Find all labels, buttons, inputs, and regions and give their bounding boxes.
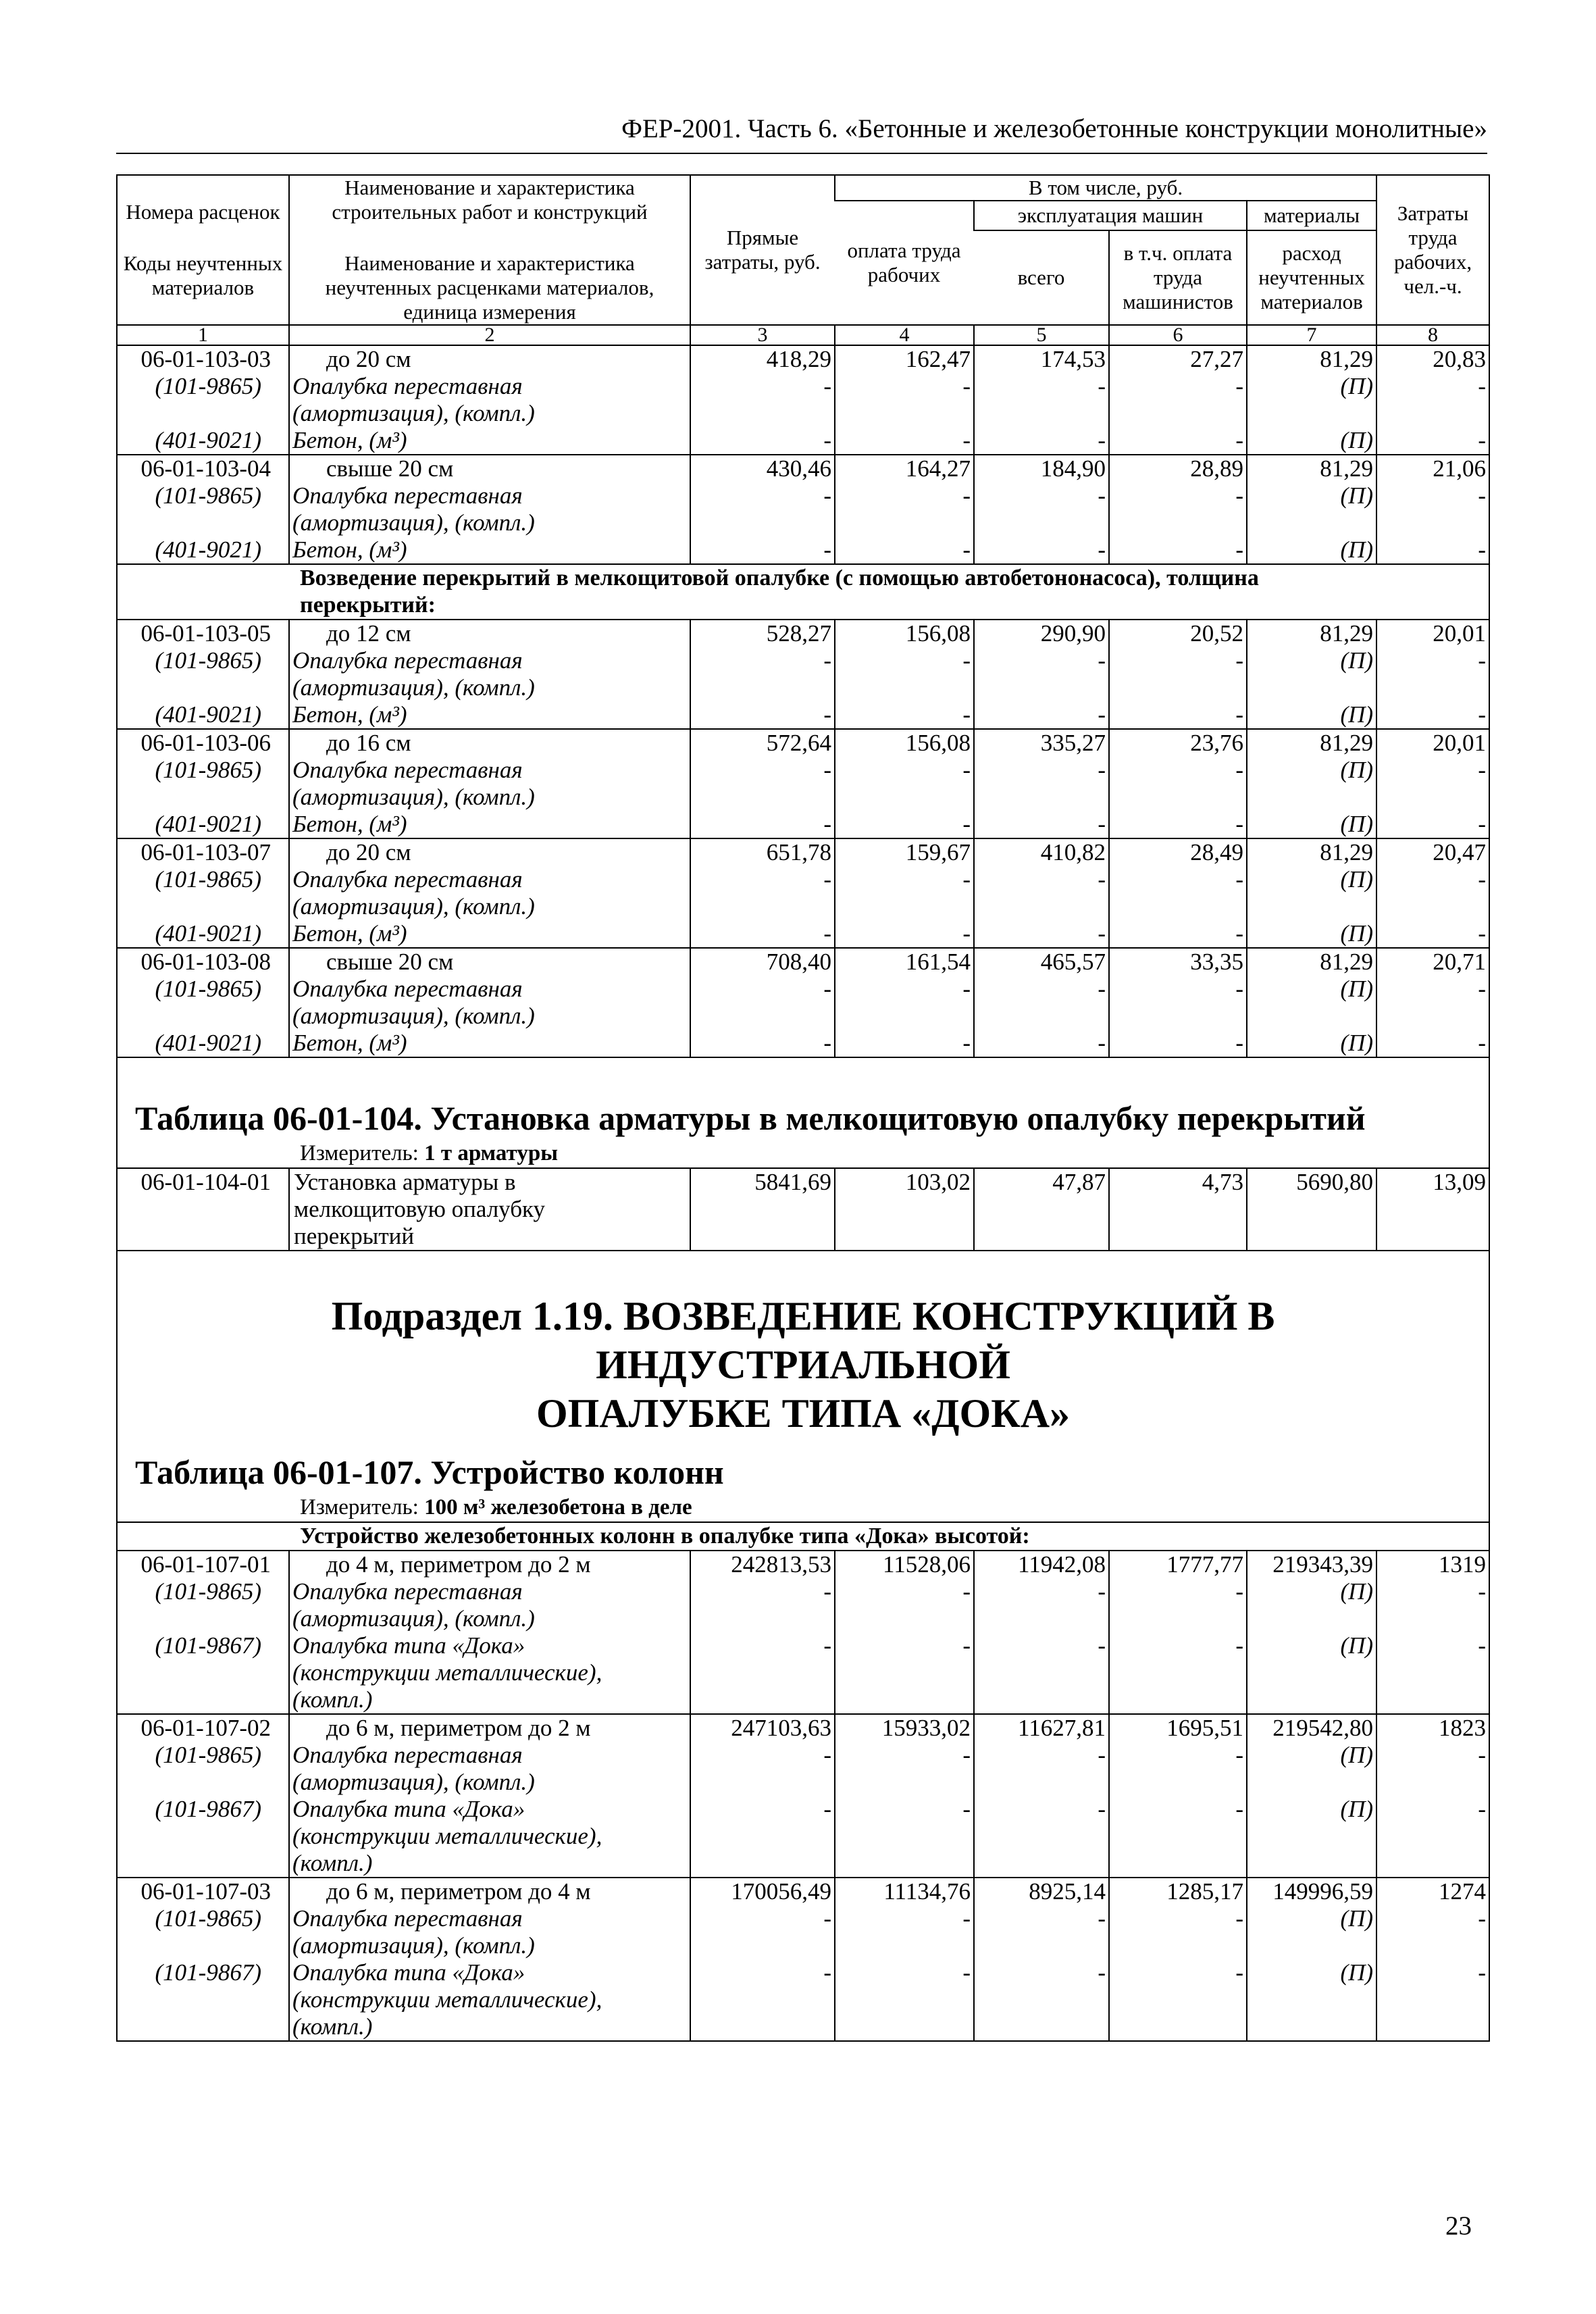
machinist-wages: - — [1109, 811, 1247, 838]
direct-cost: 430,46 — [690, 455, 835, 482]
materials: 5690,80 — [1247, 1168, 1376, 1251]
rate-code: 06-01-103-04 — [118, 455, 289, 482]
rate-code: 06-01-103-03 — [118, 345, 289, 373]
materials: (П) — [1247, 757, 1376, 811]
rate-description: до 6 м, периметром до 2 м — [289, 1714, 690, 1742]
wages: 164,27 — [835, 455, 974, 482]
direct-cost: 418,29 — [690, 345, 835, 373]
materials: 81,29 — [1247, 455, 1376, 482]
labor: 20,01 — [1376, 729, 1489, 757]
material-row — [118, 866, 1489, 920]
direct-cost: - — [690, 1905, 835, 1959]
direct-cost: 170056,49 — [690, 1878, 835, 1905]
direct-cost: - — [690, 1632, 835, 1714]
machines-total: 184,90 — [974, 455, 1109, 482]
wages: - — [835, 482, 974, 536]
material-description: Бетон, (м³) — [289, 920, 690, 948]
wages: - — [835, 536, 974, 564]
table-row — [118, 1714, 1489, 1742]
table-row — [118, 1551, 1489, 1578]
wages: - — [835, 1632, 974, 1714]
material-row — [118, 920, 1489, 948]
table-body-103a — [118, 345, 1489, 564]
materials: (П) — [1247, 701, 1376, 729]
rate-code: 06-01-107-02 — [118, 1714, 289, 1742]
table-header — [118, 176, 1489, 345]
rate-description: до 20 см — [289, 345, 690, 373]
material-row — [118, 976, 1489, 1030]
wages: 11134,76 — [835, 1878, 974, 1905]
rate-code: 06-01-103-05 — [118, 620, 289, 647]
materials: (П) — [1247, 811, 1376, 838]
wages: - — [835, 647, 974, 701]
material-code: (101-9867) — [118, 1959, 289, 2041]
table-row — [118, 948, 1489, 976]
material-description: Опалубка переставная (амортизация), (компл.) — [289, 1742, 690, 1796]
direct-cost: - — [690, 811, 835, 838]
col-num: 5 — [974, 325, 1109, 345]
wages: 162,47 — [835, 345, 974, 373]
materials: (П) — [1247, 1742, 1376, 1796]
wages: - — [835, 1796, 974, 1878]
header-material-use: расход неучтенных материалов — [1247, 230, 1376, 325]
material-code: (101-9865) — [155, 976, 261, 1002]
machines-total: 11627,81 — [974, 1714, 1109, 1742]
wages: - — [835, 866, 974, 920]
rate-code: 06-01-103-07 — [118, 838, 289, 866]
page-number: 23 — [1445, 2211, 1472, 2240]
section-103b — [118, 564, 1489, 620]
material-row — [118, 757, 1489, 811]
machinist-wages: - — [1109, 373, 1247, 427]
materials: (П) — [1247, 1632, 1376, 1714]
running-header: ФЕР-2001. Часть 6. «Бетонные и железобетонные конструкции монолитные» — [621, 114, 1487, 143]
material-row — [118, 701, 1489, 729]
materials: (П) — [1247, 482, 1376, 536]
machinist-wages: - — [1109, 1742, 1247, 1796]
material-description: Бетон, (м³) — [289, 536, 690, 564]
material-description: Опалубка типа «Дока» (конструкции металлические), (компл.) — [289, 1959, 690, 2041]
measure-unit: Измеритель: 100 м³ железобетона в деле — [300, 1495, 692, 1519]
labor: - — [1376, 1578, 1489, 1632]
machines-total: - — [974, 920, 1109, 948]
table-title: Таблица 06-01-104. Установка арматуры в мелкощитовую опалубку перекрытий — [135, 1099, 1366, 1137]
materials: (П) — [1247, 1905, 1376, 1959]
labor: - — [1376, 427, 1489, 455]
material-code: (101-9867) — [155, 1632, 261, 1659]
table-row — [118, 455, 1489, 482]
machines-total: - — [974, 1959, 1109, 2041]
section-title: Возведение перекрытий в мелкощитовой опалубке (с помощью автобетононасоса), толщина перекрытий: — [118, 564, 1489, 620]
machines-total: 47,87 — [974, 1168, 1109, 1251]
materials: 81,29 — [1247, 620, 1376, 647]
labor: - — [1376, 1905, 1489, 1959]
material-row — [118, 1632, 1489, 1714]
table-row — [118, 838, 1489, 866]
material-code: (101-9865) — [155, 1742, 261, 1768]
material-code: (101-9865) — [155, 866, 261, 892]
col-num: 1 — [118, 325, 289, 345]
machines-total: - — [974, 647, 1109, 701]
materials: (П) — [1247, 536, 1376, 564]
direct-cost: 651,78 — [690, 838, 835, 866]
material-row — [118, 373, 1489, 427]
header-machines: эксплуатация машин — [974, 201, 1247, 230]
subsection-title: Подраздел 1.19. ВОЗВЕДЕНИЕ КОНСТРУКЦИЙ В ИНДУСТРИАЛЬНОЙ ОПАЛУБКЕ ТИПА «ДОКА» — [118, 1251, 1489, 1451]
wages: - — [835, 701, 974, 729]
material-code: (401-9021) — [155, 536, 261, 563]
header-rule — [116, 153, 1487, 154]
materials: (П) — [1247, 1959, 1376, 2041]
table-body-103b — [118, 620, 1489, 1057]
material-description: Опалубка переставная (амортизация), (компл.) — [289, 482, 690, 536]
labor: - — [1376, 1796, 1489, 1878]
machines-total: 290,90 — [974, 620, 1109, 647]
labor: - — [1376, 757, 1489, 811]
col-num: 4 — [835, 325, 974, 345]
materials: (П) — [1247, 373, 1376, 427]
labor: 20,83 — [1376, 345, 1489, 373]
labor: - — [1376, 976, 1489, 1030]
material-row — [118, 427, 1489, 455]
table-row — [118, 345, 1489, 373]
material-code: (101-9865) — [155, 373, 261, 399]
material-description: Опалубка переставная (амортизация), (компл.) — [289, 1578, 690, 1632]
machines-total: - — [974, 757, 1109, 811]
wages: - — [835, 920, 974, 948]
header-labor: Затраты труда рабочих, чел.-ч. — [1376, 176, 1489, 325]
machines-total: 11942,08 — [974, 1551, 1109, 1578]
direct-cost: - — [690, 1578, 835, 1632]
material-code: (401-9021) — [155, 1030, 261, 1056]
direct-cost: 708,40 — [690, 948, 835, 976]
header-total: всего — [974, 230, 1109, 325]
machines-total: - — [974, 536, 1109, 564]
machines-total: 465,57 — [974, 948, 1109, 976]
direct-cost: - — [690, 920, 835, 948]
direct-cost: - — [690, 427, 835, 455]
machines-total: - — [974, 1742, 1109, 1796]
material-description: Бетон, (м³) — [289, 1030, 690, 1057]
material-code: (101-9867) — [155, 1796, 261, 1822]
wages: 11528,06 — [835, 1551, 974, 1578]
labor: 20,01 — [1376, 620, 1489, 647]
machines-total: 335,27 — [974, 729, 1109, 757]
material-description: Бетон, (м³) — [289, 701, 690, 729]
rate-description: до 6 м, периметром до 4 м — [289, 1878, 690, 1905]
material-row — [118, 1030, 1489, 1057]
labor: - — [1376, 1742, 1489, 1796]
material-description: Опалубка переставная (амортизация), (компл.) — [289, 373, 690, 427]
header-codes: Номера расценок Коды неучтенных материалов — [118, 176, 289, 325]
labor: - — [1376, 866, 1489, 920]
table-104 — [118, 1057, 1489, 1251]
rate-description: Установка арматуры в мелкощитовую опалубку перекрытий — [289, 1168, 690, 1251]
materials: (П) — [1247, 1578, 1376, 1632]
rate-description: до 12 см — [289, 620, 690, 647]
labor: 20,47 — [1376, 838, 1489, 866]
machines-total: - — [974, 427, 1109, 455]
material-row — [118, 1742, 1489, 1796]
labor: - — [1376, 920, 1489, 948]
machinist-wages: - — [1109, 482, 1247, 536]
direct-cost: - — [690, 1959, 835, 2041]
rate-code: 06-01-103-08 — [118, 948, 289, 976]
labor: - — [1376, 1959, 1489, 2041]
machines-total: - — [974, 1578, 1109, 1632]
machinist-wages: - — [1109, 976, 1247, 1030]
material-code: (101-9865) — [155, 1905, 261, 1932]
machines-total: - — [974, 866, 1109, 920]
rate-description: свыше 20 см — [289, 455, 690, 482]
material-row — [118, 811, 1489, 838]
header-machinist-wages: в т.ч. оплата труда машинистов — [1109, 230, 1247, 325]
machinist-wages: - — [1109, 1959, 1247, 2041]
machinist-wages: - — [1109, 1578, 1247, 1632]
direct-cost: - — [690, 373, 835, 427]
table-body-107 — [118, 1551, 1489, 2041]
direct-cost: - — [690, 1742, 835, 1796]
wages: 161,54 — [835, 948, 974, 976]
labor: 13,09 — [1376, 1168, 1489, 1251]
material-code: (101-9865) — [155, 647, 261, 674]
rates-table — [116, 174, 1490, 2042]
material-row — [118, 1959, 1489, 2041]
labor: 1319 — [1376, 1551, 1489, 1578]
material-description: Бетон, (м³) — [289, 427, 690, 455]
material-row — [118, 536, 1489, 564]
measure-unit: Измеритель: 1 т арматуры — [300, 1141, 558, 1165]
rate-code: 06-01-107-01 — [118, 1551, 289, 1578]
direct-cost: - — [690, 1796, 835, 1878]
labor: 20,71 — [1376, 948, 1489, 976]
materials: 81,29 — [1247, 345, 1376, 373]
machinist-wages: - — [1109, 866, 1247, 920]
direct-cost: - — [690, 866, 835, 920]
wages: 103,02 — [835, 1168, 974, 1251]
direct-cost: - — [690, 976, 835, 1030]
material-row — [118, 1905, 1489, 1959]
wages: 156,08 — [835, 729, 974, 757]
material-row — [118, 1578, 1489, 1632]
table-row — [118, 729, 1489, 757]
direct-cost: - — [690, 701, 835, 729]
machinist-wages: 1777,77 — [1109, 1551, 1247, 1578]
machinist-wages: 33,35 — [1109, 948, 1247, 976]
material-description: Опалубка переставная (амортизация), (компл.) — [289, 866, 690, 920]
material-description: Опалубка переставная (амортизация), (компл.) — [289, 1905, 690, 1959]
machines-total: - — [974, 1796, 1109, 1878]
rate-description: до 20 см — [289, 838, 690, 866]
machines-total: - — [974, 811, 1109, 838]
material-description: Опалубка переставная (амортизация), (компл.) — [289, 976, 690, 1030]
machinist-wages: - — [1109, 920, 1247, 948]
col-num: 8 — [1376, 325, 1489, 345]
direct-cost: 528,27 — [690, 620, 835, 647]
machinist-wages: 1695,51 — [1109, 1714, 1247, 1742]
materials: (П) — [1247, 920, 1376, 948]
material-code: (101-9865) — [155, 482, 261, 509]
wages: - — [835, 1030, 974, 1057]
machinist-wages: 4,73 — [1109, 1168, 1247, 1251]
wages: - — [835, 427, 974, 455]
labor: - — [1376, 373, 1489, 427]
header-names: Наименование и характеристика строительных работ и конструкций Наименование и характеристика неучтенных расценками материалов, единица измерения — [289, 176, 690, 325]
labor: - — [1376, 1632, 1489, 1714]
machinist-wages: 28,49 — [1109, 838, 1247, 866]
labor: - — [1376, 536, 1489, 564]
labor: - — [1376, 482, 1489, 536]
materials: (П) — [1247, 866, 1376, 920]
materials: (П) — [1247, 976, 1376, 1030]
direct-cost: - — [690, 757, 835, 811]
wages: 15933,02 — [835, 1714, 974, 1742]
table-row — [118, 1878, 1489, 1905]
material-code: (101-9865) — [155, 757, 261, 783]
machines-total: - — [974, 701, 1109, 729]
material-code: (101-9865) — [155, 1578, 261, 1605]
rate-description: до 16 см — [289, 729, 690, 757]
wages: - — [835, 757, 974, 811]
direct-cost: - — [690, 482, 835, 536]
col-num: 6 — [1109, 325, 1247, 345]
material-row — [118, 1796, 1489, 1878]
labor: 1274 — [1376, 1878, 1489, 1905]
machinist-wages: 1285,17 — [1109, 1878, 1247, 1905]
header-materials: материалы — [1247, 201, 1376, 230]
rate-description: свыше 20 см — [289, 948, 690, 976]
machinist-wages: - — [1109, 1632, 1247, 1714]
machines-total: 410,82 — [974, 838, 1109, 866]
wages: 159,67 — [835, 838, 974, 866]
machinist-wages: - — [1109, 427, 1247, 455]
machinist-wages: 23,76 — [1109, 729, 1247, 757]
table-row — [118, 620, 1489, 647]
machinist-wages: 20,52 — [1109, 620, 1247, 647]
machines-total: - — [974, 1905, 1109, 1959]
machinist-wages: - — [1109, 757, 1247, 811]
material-description: Опалубка переставная (амортизация), (компл.) — [289, 647, 690, 701]
materials: (П) — [1247, 427, 1376, 455]
machines-total: - — [974, 976, 1109, 1030]
rate-code: 06-01-107-03 — [118, 1878, 289, 1905]
materials: 219542,80 — [1247, 1714, 1376, 1742]
material-row — [118, 647, 1489, 701]
machinist-wages: 27,27 — [1109, 345, 1247, 373]
machinist-wages: - — [1109, 1796, 1247, 1878]
machines-total: - — [974, 1030, 1109, 1057]
col-num: 7 — [1247, 325, 1376, 345]
labor: - — [1376, 701, 1489, 729]
wages: - — [835, 1578, 974, 1632]
material-code: (401-9021) — [155, 811, 261, 837]
materials: 149996,59 — [1247, 1878, 1376, 1905]
machines-total: - — [974, 1632, 1109, 1714]
header-direct-costs: Прямые затраты, руб. — [690, 176, 835, 325]
material-description: Опалубка типа «Дока» (конструкции металлические), (компл.) — [289, 1796, 690, 1878]
material-code: (401-9021) — [155, 427, 261, 453]
machines-total: - — [974, 373, 1109, 427]
machinist-wages: 28,89 — [1109, 455, 1247, 482]
wages: 156,08 — [835, 620, 974, 647]
wages: - — [835, 1905, 974, 1959]
wages: - — [835, 373, 974, 427]
machines-total: - — [974, 482, 1109, 536]
machinist-wages: - — [1109, 701, 1247, 729]
machinist-wages: - — [1109, 536, 1247, 564]
header-wages: оплата труда рабочих — [835, 201, 974, 325]
direct-cost: 247103,63 — [690, 1714, 835, 1742]
material-description: Опалубка переставная (амортизация), (компл.) — [289, 757, 690, 811]
machines-total: 174,53 — [974, 345, 1109, 373]
materials: 81,29 — [1247, 838, 1376, 866]
machines-total: 8925,14 — [974, 1878, 1109, 1905]
direct-cost: 572,64 — [690, 729, 835, 757]
direct-cost: - — [690, 536, 835, 564]
direct-cost: 5841,69 — [690, 1168, 835, 1251]
wages: - — [835, 976, 974, 1030]
labor: - — [1376, 811, 1489, 838]
header-group: В том числе, руб. — [835, 176, 1376, 201]
materials: 81,29 — [1247, 729, 1376, 757]
labor: 21,06 — [1376, 455, 1489, 482]
wages: - — [835, 1742, 974, 1796]
materials: (П) — [1247, 1030, 1376, 1057]
rate-code: 06-01-104-01 — [118, 1168, 289, 1251]
machinist-wages: - — [1109, 647, 1247, 701]
wages: - — [835, 1959, 974, 2041]
material-row — [118, 482, 1489, 536]
col-num: 2 — [289, 325, 690, 345]
direct-cost: - — [690, 647, 835, 701]
direct-cost: - — [690, 1030, 835, 1057]
machinist-wages: - — [1109, 1905, 1247, 1959]
labor: - — [1376, 647, 1489, 701]
material-description: Опалубка типа «Дока» (конструкции металлические), (компл.) — [289, 1632, 690, 1714]
rate-code: 06-01-103-06 — [118, 729, 289, 757]
rate-description: до 4 м, периметром до 2 м — [289, 1551, 690, 1578]
col-num: 3 — [690, 325, 835, 345]
material-description: Бетон, (м³) — [289, 811, 690, 838]
material-code: (401-9021) — [155, 701, 261, 728]
material-code: (401-9021) — [155, 920, 261, 947]
machinist-wages: - — [1109, 1030, 1247, 1057]
table-title: Таблица 06-01-107. Устройство колонн — [135, 1453, 724, 1491]
wages: - — [835, 811, 974, 838]
materials: 219343,39 — [1247, 1551, 1376, 1578]
labor: - — [1376, 1030, 1489, 1057]
materials: (П) — [1247, 1796, 1376, 1878]
materials: 81,29 — [1247, 948, 1376, 976]
materials: (П) — [1247, 647, 1376, 701]
subsection-1-19 — [118, 1251, 1489, 1551]
section-title: Устройство железобетонных колонн в опалубке типа «Дока» высотой: — [118, 1522, 1489, 1551]
direct-cost: 242813,53 — [690, 1551, 835, 1578]
labor: 1823 — [1376, 1714, 1489, 1742]
